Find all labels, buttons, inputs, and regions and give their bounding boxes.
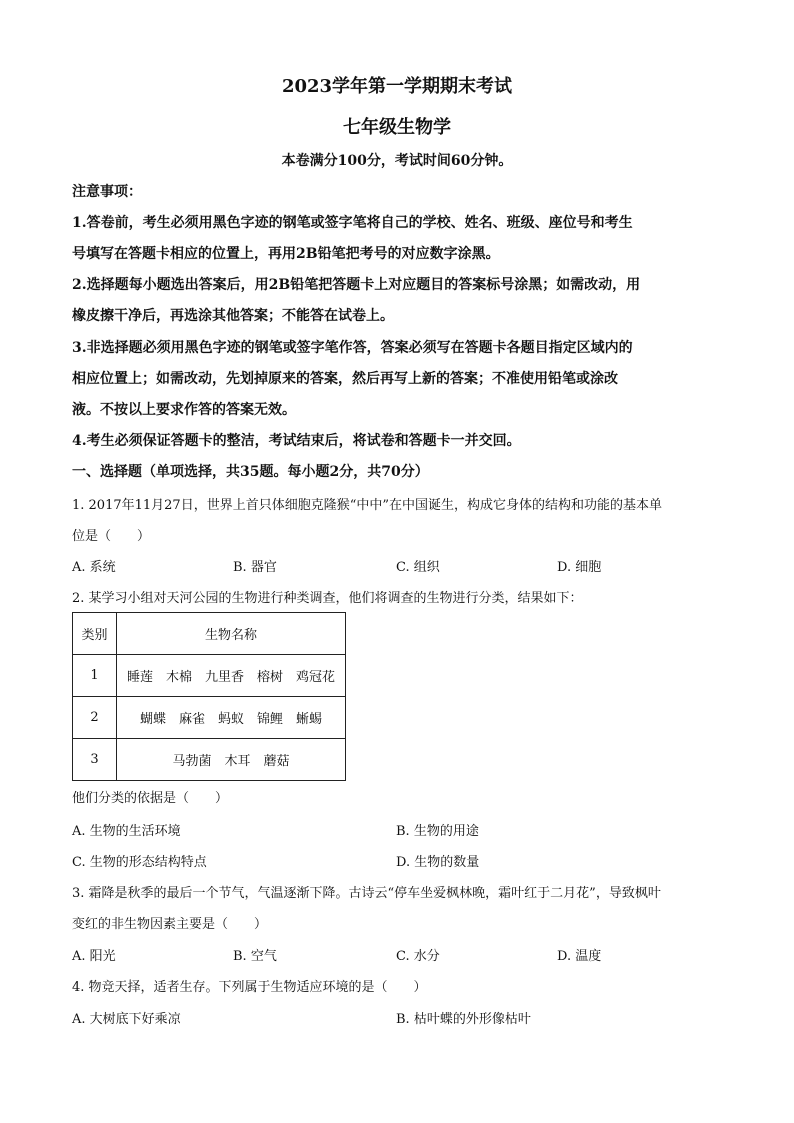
table-cell-names: 马勃菌 木耳 蘑菇 <box>117 739 346 781</box>
exam-info: 本卷满分100分，考试时间60分钟。 <box>281 153 513 169</box>
table-cell-category: 2 <box>73 697 117 739</box>
exam-title: 2023学年第一学期期末考试 <box>281 76 513 97</box>
table-row <box>73 739 346 781</box>
q4-option-b: B. 枯叶蝶的外形像枯叶 <box>396 1012 531 1027</box>
q3-option-d: D. 温度 <box>557 949 602 964</box>
q4-stem: 4. 物竞天择，适者生存。下列属于生物适应环境的是（ ） <box>72 980 427 995</box>
q2-option-b: B. 生物的用途 <box>396 824 479 839</box>
note-3-line-2: 相应位置上；如需改动，先划掉原来的答案，然后再写上新的答案；不准使用铅笔或涂改 <box>72 371 618 387</box>
table-row <box>73 697 346 739</box>
table-cell-names: 睡莲 木棉 九里香 榕树 鸡冠花 <box>117 655 346 697</box>
table-header-row <box>73 613 346 655</box>
note-3-line-1: 3.非选择题必须用黑色字迹的钢笔或签字笔作答，答案必须写在答题卡各题目指定区域内的 <box>72 340 633 356</box>
note-2-line-2: 橡皮擦干净后，再选涂其他答案；不能答在试卷上。 <box>72 308 394 324</box>
exam-subtitle: 七年级生物学 <box>343 117 451 138</box>
q2-question: 他们分类的依据是（ ） <box>72 791 229 806</box>
note-1-line-2: 号填写在答题卡相应的位置上，再用2B铅笔把考号的对应数字涂黑。 <box>72 246 500 262</box>
q1-stem-line-1: 1. 2017年11月27日，世界上首只体细胞克隆猴“中中”在中国诞生，构成它身体的结构和功能的基本单 <box>72 498 662 513</box>
q2-option-d: D. 生物的数量 <box>396 855 480 870</box>
q1-option-b: B. 器官 <box>233 560 277 575</box>
note-2-line-1: 2.选择题每小题选出答案后，用2B铅笔把答题卡上对应题目的答案标号涂黑；如需改动，用 <box>72 277 641 293</box>
table-cell-category: 1 <box>73 655 117 697</box>
table-header-category: 类别 <box>73 613 117 655</box>
q3-stem-line-2: 变红的非生物因素主要是（ ） <box>72 917 268 932</box>
note-1-line-1: 1.答卷前，考生必须用黑色字迹的钢笔或签字笔将自己的学校、姓名、班级、座位号和考生 <box>72 215 633 231</box>
q2-classification-table <box>72 612 346 781</box>
q3-option-a: A. 阳光 <box>72 949 116 964</box>
table-cell-category: 3 <box>73 739 117 781</box>
note-4: 4.考生必须保证答题卡的整洁，考试结束后，将试卷和答题卡一并交回。 <box>72 433 521 449</box>
q1-option-d: D. 细胞 <box>557 560 602 575</box>
note-3-line-3: 液。不按以上要求作答的答案无效。 <box>72 402 296 418</box>
q2-stem: 2. 某学习小组对天河公园的生物进行种类调查，他们将调查的生物进行分类，结果如下： <box>72 591 583 606</box>
q2-option-a: A. 生物的生活环境 <box>72 824 181 839</box>
q1-option-a: A. 系统 <box>72 560 116 575</box>
table-cell-names: 蝴蝶 麻雀 蚂蚁 锦鲤 蜥蜴 <box>117 697 346 739</box>
q3-stem-line-1: 3. 霜降是秋季的最后一个节气，气温逐渐下降。古诗云“停车坐爱枫林晚，霜叶红于二月花”，导致枫叶 <box>72 886 661 901</box>
q2-option-c: C. 生物的形态结构特点 <box>72 855 207 870</box>
section-1-heading: 一、选择题（单项选择，共35题。每小题2分，共70分） <box>72 464 429 480</box>
q1-stem-line-2: 位是（ ） <box>72 529 151 544</box>
notes-heading: 注意事项： <box>72 184 142 200</box>
q4-option-a: A. 大树底下好乘凉 <box>72 1012 181 1027</box>
table-header-names: 生物名称 <box>117 613 346 655</box>
q3-option-c: C. 水分 <box>396 949 440 964</box>
q3-option-b: B. 空气 <box>233 949 277 964</box>
q1-option-c: C. 组织 <box>396 560 440 575</box>
table-row <box>73 655 346 697</box>
